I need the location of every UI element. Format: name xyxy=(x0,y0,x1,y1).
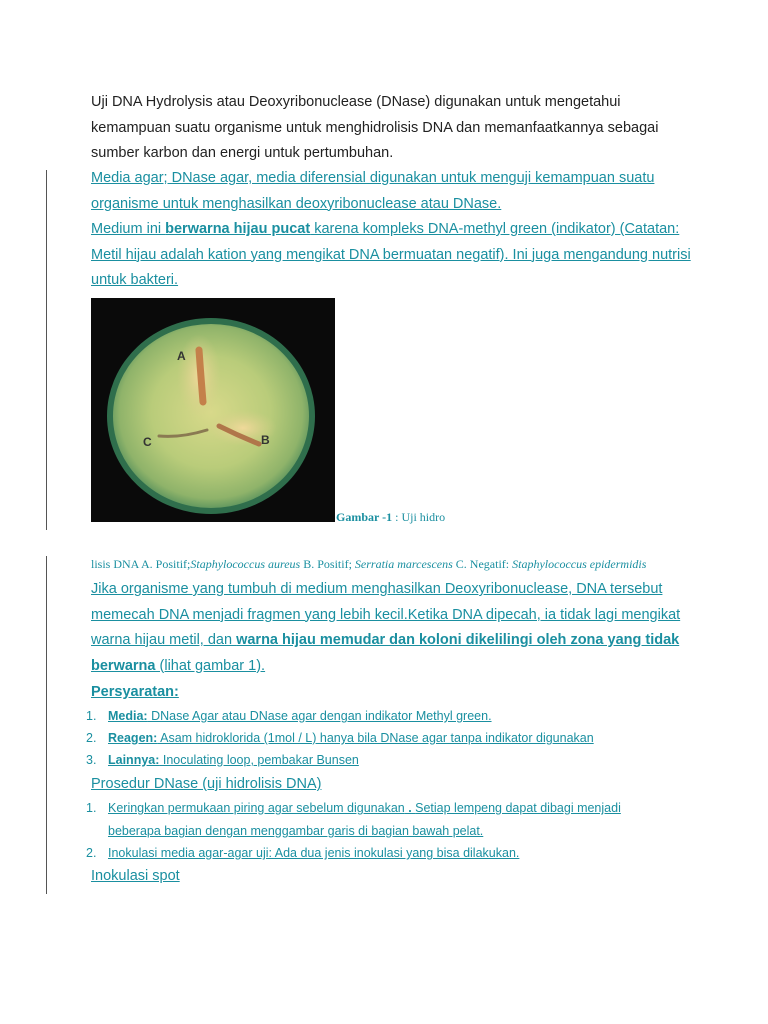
plate-label-b: B xyxy=(261,433,270,447)
requirement-item-lainnya[interactable]: 3. Lainnya: Inoculating loop, pembakar Bunsen xyxy=(86,753,359,767)
procedure-item-2[interactable]: 2. Inokulasi media agar-agar uji: Ada dua jenis inokulasi yang bisa dilakukan. xyxy=(86,846,520,860)
result-paragraph[interactable]: Jika organisme yang tumbuh di medium menghasilkan Deoxyribonuclease, DNA tersebut memecah DNA menjadi fragmen yang lebih kecil.Ketika DNA dipecah, ia tidak lagi mengikat warna hijau metil, dan warna hijau memudar dan koloni dikelilingi oleh zona yang tidak berwarna (lihat gambar 1). xyxy=(91,581,681,674)
medium-paragraph[interactable]: Medium ini berwarna hijau pucat karena kompleks DNA-methyl green (indikator) (Catatan: Metil hijau adalah kation yang mengikat DNA bermuatan negatif). Ini juga mengandung nutrisi untuk bakteri. xyxy=(91,221,691,288)
plate-label-c: C xyxy=(143,435,152,449)
requirement-item-reagen[interactable]: 2. Reagen: Asam hidroklorida (1mol / L) hanya bila DNase agar tanpa indikator digunakan xyxy=(86,731,594,745)
procedure-item-1-continued[interactable]: beberapa bagian dengan menggambar garis di bagian bawah pelat. xyxy=(108,824,484,838)
intro-paragraph: Uji DNA Hydrolysis atau Deoxyribonuclease (DNase) digunakan untuk mengetahui kemampuan suatu organisme untuk menghidrolisis DNA dan memanfaatkannya sebagai sumber karbon dan energi untuk pertumbuhan. xyxy=(91,94,659,161)
requirements-heading[interactable]: Persyaratan: xyxy=(91,684,179,700)
dnase-plate-photo xyxy=(91,298,335,522)
requirement-item-media[interactable]: 1. Media: DNase Agar atau DNase agar dengan indikator Methyl green. xyxy=(86,709,492,723)
procedure-item-1[interactable]: 1. Keringkan permukaan piring agar sebelum digunakan . Setiap lempeng dapat dibagi menjadi xyxy=(86,801,621,815)
figure-caption-continued: lisis DNA A. Positif;Staphylococcus aureus B. Positif; Serratia marcescens C. Negatif: Staphylococcus epidermidis xyxy=(91,557,647,571)
procedure-heading[interactable]: Prosedur DNase (uji hidrolisis DNA) xyxy=(91,776,322,792)
revision-bar-bottom xyxy=(46,556,47,894)
revision-bar-top xyxy=(46,170,47,530)
spot-inoculation-heading[interactable]: Inokulasi spot xyxy=(91,868,180,884)
media-paragraph[interactable]: Media agar; DNase agar, media diferensial digunakan untuk menguji kemampuan suatu organisme untuk menghasilkan deoxyribonuclease atau DNase. xyxy=(91,170,655,212)
figure-caption: Gambar -1 : Uji hidro xyxy=(336,510,446,524)
plate-label-a: A xyxy=(177,349,186,363)
